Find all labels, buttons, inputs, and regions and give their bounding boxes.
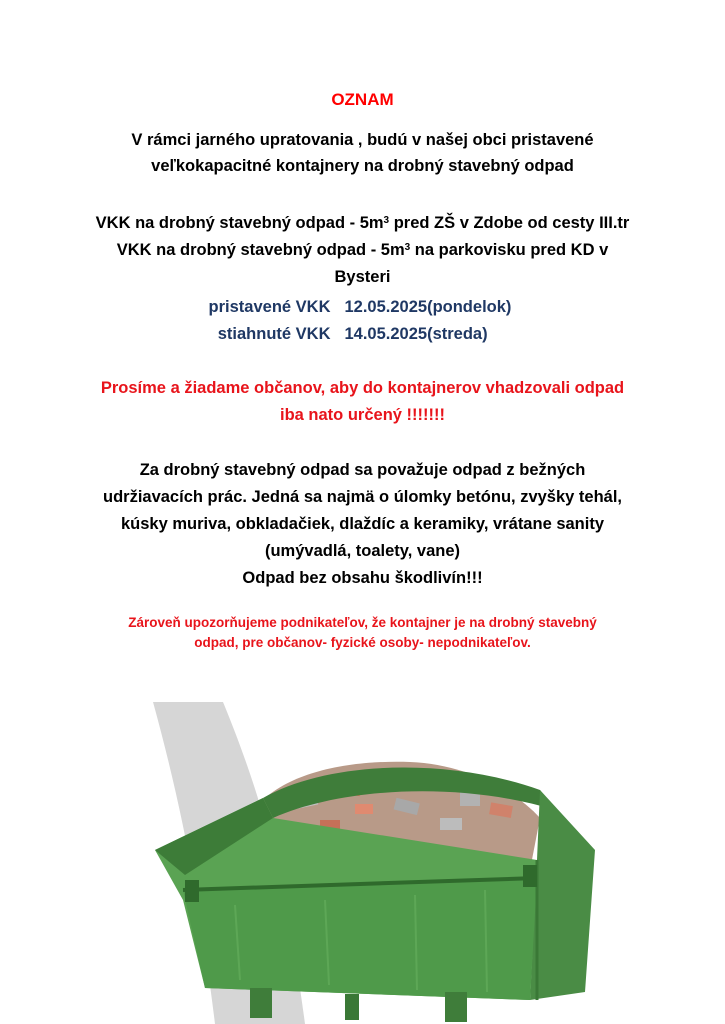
plea-text — [60, 375, 665, 429]
container-side-wall — [530, 790, 595, 1000]
container-lug — [185, 880, 199, 902]
warning-line: odpad, pre občanov- fyzické osoby- nepodnikateľov. — [194, 635, 531, 650]
description-line: Za drobný stavebný odpad sa považuje odpad z bežných — [139, 461, 586, 479]
schedule-row-removed — [60, 321, 665, 348]
removed-label: stiahnuté VKK — [217, 325, 331, 343]
intro-text — [60, 127, 665, 179]
placed-date: 12.05.2025(pondelok) — [344, 298, 512, 316]
description-line: (umývadlá, toalety, vane) — [264, 542, 460, 560]
superscript: 3 — [404, 242, 411, 253]
location-text: pred ZŠ v Zdobe od cesty III.tr — [389, 214, 630, 232]
notice-title: OZNAM — [331, 90, 394, 109]
business-warning — [60, 613, 665, 653]
location-text: na parkovisku pred KD v — [410, 241, 609, 259]
container-photo — [145, 700, 610, 1024]
description-line: udržiavacích prác. Jedná sa najmä o úlomky betónu, zvyšky tehál, — [102, 488, 623, 506]
container-front-face — [183, 878, 537, 1000]
superscript: 3 — [383, 215, 390, 226]
placed-label: pristavené VKK — [208, 298, 331, 316]
container-location-2-cont: Bysteri — [334, 268, 391, 286]
plea-line: iba nato určený !!!!!!! — [280, 406, 445, 424]
waste-description — [60, 457, 665, 592]
container-lug — [523, 865, 537, 887]
schedule-row-placed — [60, 294, 665, 321]
location-text: VKK na drobný stavebný odpad - 5m — [95, 214, 384, 232]
warning-line: Zároveň upozorňujeme podnikateľov, že kontajner je na drobný stavebný — [128, 615, 597, 630]
container-foot — [345, 994, 359, 1020]
description-line: Odpad bez obsahu škodlivín!!! — [242, 569, 483, 587]
location-text: VKK na drobný stavebný odpad - 5m — [116, 241, 405, 259]
intro-line: V rámci jarného upratovania , budú v našej obci pristavené — [131, 131, 594, 149]
removed-date: 14.05.2025(streda) — [344, 325, 488, 343]
container-location-2 — [60, 237, 665, 264]
container-foot — [445, 992, 467, 1022]
description-line: kúsky muriva, obkladačiek, dlaždíc a keramiky, vrátane sanity — [120, 515, 605, 533]
container-foot — [250, 988, 272, 1018]
container-locations — [60, 210, 665, 291]
schedule — [60, 294, 665, 348]
container-location-1 — [60, 210, 665, 237]
intro-line: veľkokapacitné kontajnery na drobný stavebný odpad — [151, 157, 574, 175]
plea-line: Prosíme a žiadame občanov, aby do kontajnerov vhadzovali odpad — [100, 379, 625, 397]
